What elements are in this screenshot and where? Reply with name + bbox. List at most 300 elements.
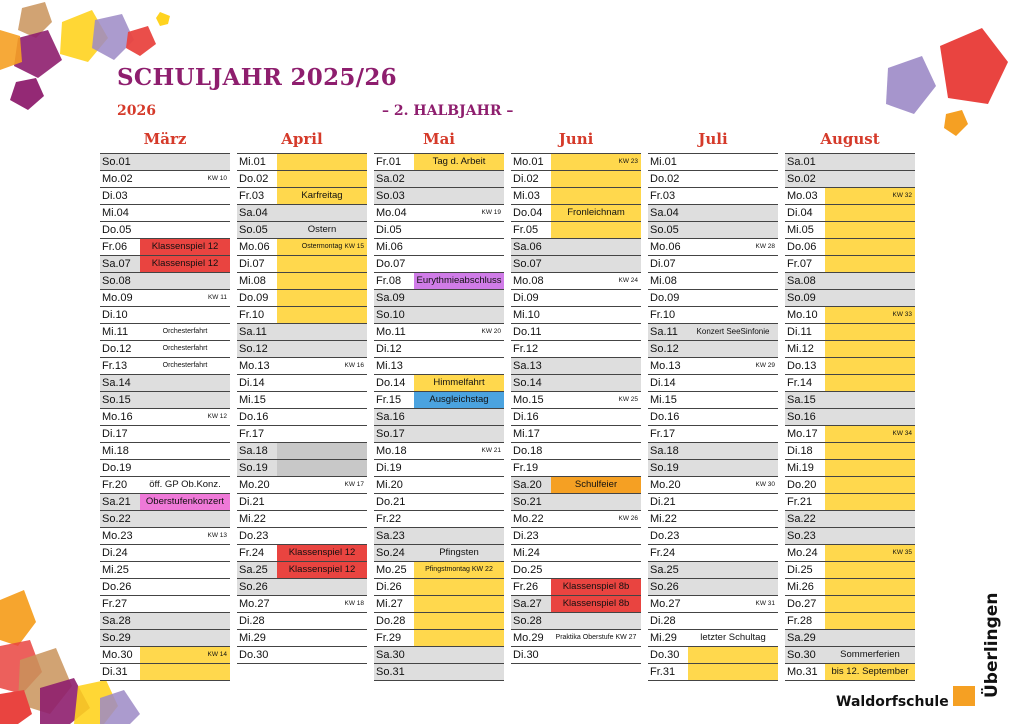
day-row — [237, 579, 367, 596]
month-header: Juni — [511, 128, 641, 154]
day-label: So.23 — [787, 530, 816, 542]
day-label: Di.05 — [376, 224, 402, 236]
day-label: So.12 — [239, 343, 268, 355]
event-cell: Klassenspiel 8b — [551, 579, 641, 595]
page-title: SCHULJAHR 2025/26 — [117, 64, 397, 91]
day-label: Mo.29 — [513, 632, 544, 644]
event-cell: Ausgleichstag — [414, 392, 504, 408]
week-number: KW 21 — [481, 447, 501, 454]
week-number: KW 15 — [344, 243, 364, 250]
day-row — [237, 562, 367, 579]
day-row — [648, 562, 778, 579]
event-cell: öff. GP Ob.Konz. — [149, 479, 221, 490]
day-label: So.03 — [376, 190, 405, 202]
day-label: Mi.27 — [376, 598, 403, 610]
day-row — [237, 392, 367, 409]
day-row — [648, 647, 778, 664]
day-label: So.14 — [513, 377, 542, 389]
day-row — [237, 647, 367, 664]
day-label: Sa.22 — [787, 513, 816, 525]
day-row — [237, 545, 367, 562]
day-row — [785, 511, 915, 528]
day-label: Mi.03 — [513, 190, 540, 202]
day-row — [374, 290, 504, 307]
day-label: Mi.11 — [102, 326, 129, 338]
day-row — [374, 375, 504, 392]
day-row — [785, 273, 915, 290]
day-row — [100, 358, 230, 375]
day-row — [648, 222, 778, 239]
day-label: Sa.21 — [102, 496, 131, 508]
week-number: KW 12 — [207, 413, 227, 420]
event-cell — [414, 596, 504, 612]
day-row — [785, 307, 915, 324]
day-row — [511, 426, 641, 443]
event-cell — [825, 443, 915, 459]
day-label: Sa.14 — [102, 377, 131, 389]
day-label: Mi.15 — [239, 394, 266, 406]
day-row — [648, 307, 778, 324]
day-row — [100, 443, 230, 460]
day-row — [648, 426, 778, 443]
day-row — [648, 324, 778, 341]
day-label: Do.09 — [239, 292, 269, 304]
day-label: Mi.10 — [513, 309, 540, 321]
day-label: So.09 — [787, 292, 816, 304]
week-number: KW 34 — [892, 430, 912, 437]
month-header: April — [237, 128, 367, 154]
day-label: Fr.10 — [650, 309, 676, 321]
event-cell — [688, 647, 778, 663]
day-row — [100, 409, 230, 426]
day-row — [511, 477, 641, 494]
day-label: Mo.27 — [239, 598, 270, 610]
day-label: Mo.27 — [650, 598, 681, 610]
day-label: Sa.11 — [239, 326, 267, 338]
week-number: KW 33 — [892, 311, 912, 318]
event-cell — [825, 256, 915, 272]
day-row — [100, 188, 230, 205]
day-label: Do.21 — [376, 496, 406, 508]
day-row — [237, 154, 367, 171]
day-label: So.05 — [239, 224, 268, 236]
day-label: Fr.14 — [787, 377, 813, 389]
day-label: Do.02 — [239, 173, 269, 185]
day-row — [374, 477, 504, 494]
day-row — [100, 324, 230, 341]
event-cell — [825, 460, 915, 476]
day-label: Mi.04 — [102, 207, 129, 219]
day-label: Di.18 — [787, 445, 813, 457]
day-row — [511, 273, 641, 290]
day-label: Di.26 — [376, 581, 402, 593]
day-row — [511, 409, 641, 426]
day-row — [237, 307, 367, 324]
day-label: Di.11 — [787, 326, 812, 338]
event-cell: Schulfeier — [551, 477, 641, 493]
week-number: KW 10 — [207, 175, 227, 182]
day-label: Mo.08 — [513, 275, 544, 287]
day-label: Fr.24 — [239, 547, 265, 559]
day-label: Fr.05 — [513, 224, 539, 236]
day-row — [237, 239, 367, 256]
day-row — [374, 358, 504, 375]
event-cell — [551, 171, 641, 187]
event-cell — [277, 443, 367, 459]
day-label: Mo.20 — [239, 479, 270, 491]
day-label: Mi.01 — [239, 156, 266, 168]
event-cell — [277, 171, 367, 187]
day-row — [785, 392, 915, 409]
decorative-shapes-top-right — [880, 20, 1024, 140]
half-year-label: – 2. HALBJAHR – — [382, 103, 514, 119]
day-label: Sa.25 — [239, 564, 268, 576]
day-row — [100, 273, 230, 290]
day-row — [237, 528, 367, 545]
event-cell: Sommerferien — [840, 649, 900, 660]
day-row — [785, 613, 915, 630]
day-label: Mi.05 — [787, 224, 814, 236]
day-row — [374, 409, 504, 426]
day-label: Fr.27 — [102, 598, 128, 610]
day-label: So.05 — [650, 224, 679, 236]
day-row — [374, 188, 504, 205]
day-label: So.19 — [650, 462, 679, 474]
day-label: Di.02 — [513, 173, 539, 185]
day-label: Mo.09 — [102, 292, 133, 304]
day-label: Sa.25 — [650, 564, 679, 576]
month-header: März — [100, 128, 230, 154]
day-label: Sa.09 — [376, 292, 405, 304]
event-cell: Ostern — [307, 224, 337, 235]
day-row — [648, 409, 778, 426]
day-row — [648, 290, 778, 307]
day-label: Di.16 — [513, 411, 539, 423]
event-cell — [825, 205, 915, 221]
day-label: Mo.03 — [787, 190, 818, 202]
day-label: Fr.13 — [102, 360, 128, 372]
week-number: KW 11 — [207, 294, 227, 301]
month-column-3 — [511, 128, 641, 664]
event-cell — [825, 579, 915, 595]
day-row — [511, 222, 641, 239]
day-label: Mo.22 — [513, 513, 544, 525]
day-row — [648, 545, 778, 562]
day-row — [100, 375, 230, 392]
event-cell: Eurythmieabschluss — [414, 273, 504, 289]
day-label: Sa.18 — [650, 445, 679, 457]
event-cell — [825, 222, 915, 238]
day-label: Di.23 — [513, 530, 539, 542]
day-label: Do.06 — [787, 241, 817, 253]
event-cell: Karfreitag — [277, 188, 367, 204]
month-header: Juli — [648, 128, 778, 154]
day-label: Do.14 — [376, 377, 406, 389]
day-label: So.16 — [787, 411, 816, 423]
day-row — [511, 171, 641, 188]
day-label: Mo.10 — [787, 309, 818, 321]
day-label: Di.14 — [650, 377, 676, 389]
day-row — [785, 460, 915, 477]
day-row — [237, 477, 367, 494]
day-row — [100, 613, 230, 630]
day-label: Di.10 — [102, 309, 128, 321]
day-row — [785, 409, 915, 426]
day-row — [374, 273, 504, 290]
day-row — [511, 341, 641, 358]
day-label: Fr.03 — [239, 190, 265, 202]
day-label: Di.19 — [376, 462, 402, 474]
event-cell — [825, 562, 915, 578]
event-cell: Klassenspiel 12 — [140, 239, 230, 255]
day-row — [785, 188, 915, 205]
week-number: KW 16 — [344, 362, 364, 369]
day-label: Do.27 — [787, 598, 817, 610]
day-row — [511, 443, 641, 460]
day-label: Di.14 — [239, 377, 265, 389]
day-row — [511, 545, 641, 562]
day-row — [511, 647, 641, 664]
day-row — [374, 596, 504, 613]
event-cell — [551, 188, 641, 204]
day-row — [648, 494, 778, 511]
day-label: Di.28 — [239, 615, 265, 627]
event-cell — [825, 494, 915, 510]
day-row — [237, 171, 367, 188]
day-label: Do.12 — [102, 343, 132, 355]
event-cell — [825, 613, 915, 629]
month-column-2 — [374, 128, 504, 681]
day-row — [511, 562, 641, 579]
week-number: KW 18 — [344, 600, 364, 607]
day-row — [237, 290, 367, 307]
month-column-1 — [237, 128, 367, 664]
day-label: Mi.13 — [376, 360, 403, 372]
day-label: Fr.28 — [787, 615, 813, 627]
event-cell: Fronleichnam — [551, 205, 641, 221]
day-row — [648, 579, 778, 596]
day-label: So.22 — [102, 513, 131, 525]
day-label: Di.30 — [513, 649, 539, 661]
day-row — [100, 307, 230, 324]
month-column-4 — [648, 128, 778, 681]
event-cell: Klassenspiel 12 — [277, 562, 367, 578]
day-label: Mo.25 — [376, 564, 407, 576]
week-number: KW 19 — [481, 209, 501, 216]
day-label: Di.07 — [650, 258, 676, 270]
day-row — [374, 341, 504, 358]
event-cell: letzter Schultag — [700, 632, 766, 643]
day-label: Di.07 — [239, 258, 265, 270]
day-row — [100, 154, 230, 171]
day-row — [785, 477, 915, 494]
day-row — [511, 596, 641, 613]
day-row — [648, 613, 778, 630]
event-cell: Pfingsten — [439, 547, 479, 558]
day-label: So.07 — [513, 258, 542, 270]
day-label: So.31 — [376, 666, 405, 678]
day-label: Mi.17 — [513, 428, 540, 440]
day-label: Sa.13 — [513, 360, 542, 372]
day-row — [100, 256, 230, 273]
day-label: Do.02 — [650, 173, 680, 185]
day-label: Sa.23 — [376, 530, 405, 542]
day-row — [511, 205, 641, 222]
day-label: Fr.07 — [787, 258, 813, 270]
day-label: Fr.22 — [376, 513, 402, 525]
day-row — [374, 256, 504, 273]
week-number: KW 23 — [618, 158, 638, 165]
event-cell — [825, 324, 915, 340]
day-label: So.24 — [376, 547, 405, 559]
day-label: Sa.27 — [513, 598, 542, 610]
day-label: Do.19 — [102, 462, 132, 474]
day-row — [100, 392, 230, 409]
day-label: Mo.17 — [787, 428, 818, 440]
day-row — [785, 171, 915, 188]
day-label: So.17 — [376, 428, 405, 440]
day-row — [374, 392, 504, 409]
day-row — [237, 443, 367, 460]
day-row — [100, 477, 230, 494]
month-column-0 — [100, 128, 230, 681]
day-label: Fr.31 — [650, 666, 676, 678]
day-row — [785, 358, 915, 375]
month-header: August — [785, 128, 915, 154]
event-cell: Klassenspiel 8b — [551, 596, 641, 612]
day-label: So.01 — [102, 156, 131, 168]
day-label: Do.30 — [239, 649, 269, 661]
day-label: Sa.07 — [102, 258, 131, 270]
day-label: Do.07 — [376, 258, 406, 270]
event-cell — [551, 222, 641, 238]
day-label: Do.26 — [102, 581, 132, 593]
day-row — [237, 324, 367, 341]
day-label: Mi.08 — [239, 275, 266, 287]
day-row — [374, 545, 504, 562]
day-row — [648, 392, 778, 409]
day-label: Sa.16 — [376, 411, 405, 423]
day-row — [511, 307, 641, 324]
day-row — [100, 545, 230, 562]
day-label: Mo.31 — [787, 666, 818, 678]
day-row — [237, 188, 367, 205]
day-row — [237, 358, 367, 375]
week-number: KW 14 — [207, 651, 227, 658]
day-row — [648, 664, 778, 681]
day-row — [785, 494, 915, 511]
day-row — [237, 273, 367, 290]
day-row — [374, 562, 504, 579]
day-row — [511, 154, 641, 171]
day-label: Di.31 — [102, 666, 128, 678]
day-label: So.26 — [239, 581, 268, 593]
day-label: Mo.06 — [239, 241, 270, 253]
day-label: Di.17 — [102, 428, 128, 440]
day-label: Di.28 — [650, 615, 676, 627]
day-row — [237, 341, 367, 358]
event-cell: Orchesterfahrt — [162, 362, 208, 369]
day-row — [785, 290, 915, 307]
day-row — [785, 341, 915, 358]
day-label: Di.21 — [650, 496, 676, 508]
day-label: Mi.29 — [650, 632, 677, 644]
day-label: Do.20 — [787, 479, 817, 491]
day-row — [648, 443, 778, 460]
day-row — [100, 426, 230, 443]
day-row — [648, 528, 778, 545]
month-header: Mai — [374, 128, 504, 154]
day-label: Mo.13 — [239, 360, 270, 372]
day-label: Mi.18 — [102, 445, 129, 457]
day-row — [100, 664, 230, 681]
event-cell — [277, 290, 367, 306]
day-row — [237, 426, 367, 443]
day-row — [100, 222, 230, 239]
day-row — [374, 579, 504, 596]
day-row — [511, 630, 641, 647]
event-cell: bis 12. September — [825, 664, 915, 680]
year-label: 2026 — [117, 103, 156, 119]
day-row — [100, 171, 230, 188]
day-label: Mi.22 — [650, 513, 677, 525]
day-label: Fr.08 — [376, 275, 402, 287]
day-label: Mi.25 — [102, 564, 129, 576]
day-label: So.28 — [513, 615, 542, 627]
day-row — [374, 426, 504, 443]
day-row — [785, 154, 915, 171]
day-label: Mi.22 — [239, 513, 266, 525]
week-number: KW 30 — [755, 481, 775, 488]
day-row — [237, 222, 367, 239]
day-row — [785, 545, 915, 562]
day-label: Sa.29 — [787, 632, 816, 644]
day-row — [237, 375, 367, 392]
day-row — [374, 307, 504, 324]
day-row — [237, 460, 367, 477]
day-row — [100, 562, 230, 579]
event-cell: Orchesterfahrt — [162, 345, 208, 352]
day-row — [785, 426, 915, 443]
event-cell — [277, 154, 367, 170]
day-label: So.30 — [787, 649, 816, 661]
day-label: Fr.17 — [239, 428, 265, 440]
day-row — [785, 596, 915, 613]
event-cell — [825, 596, 915, 612]
day-label: Sa.04 — [650, 207, 679, 219]
event-cell: Himmelfahrt — [414, 375, 504, 391]
event-cell — [277, 256, 367, 272]
day-row — [648, 375, 778, 392]
day-row — [100, 460, 230, 477]
day-label: Fr.17 — [650, 428, 676, 440]
event-cell — [825, 358, 915, 374]
week-number: KW 29 — [755, 362, 775, 369]
week-number: KW 26 — [618, 515, 638, 522]
day-row — [648, 460, 778, 477]
event-cell: Ostermontag — [277, 239, 367, 255]
day-label: Fr.12 — [513, 343, 539, 355]
event-cell — [414, 630, 504, 646]
day-row — [648, 171, 778, 188]
day-row — [237, 409, 367, 426]
day-row — [511, 460, 641, 477]
day-row — [374, 443, 504, 460]
event-cell — [140, 664, 230, 680]
school-logo-mark — [950, 683, 978, 709]
day-row — [785, 256, 915, 273]
day-row — [374, 460, 504, 477]
